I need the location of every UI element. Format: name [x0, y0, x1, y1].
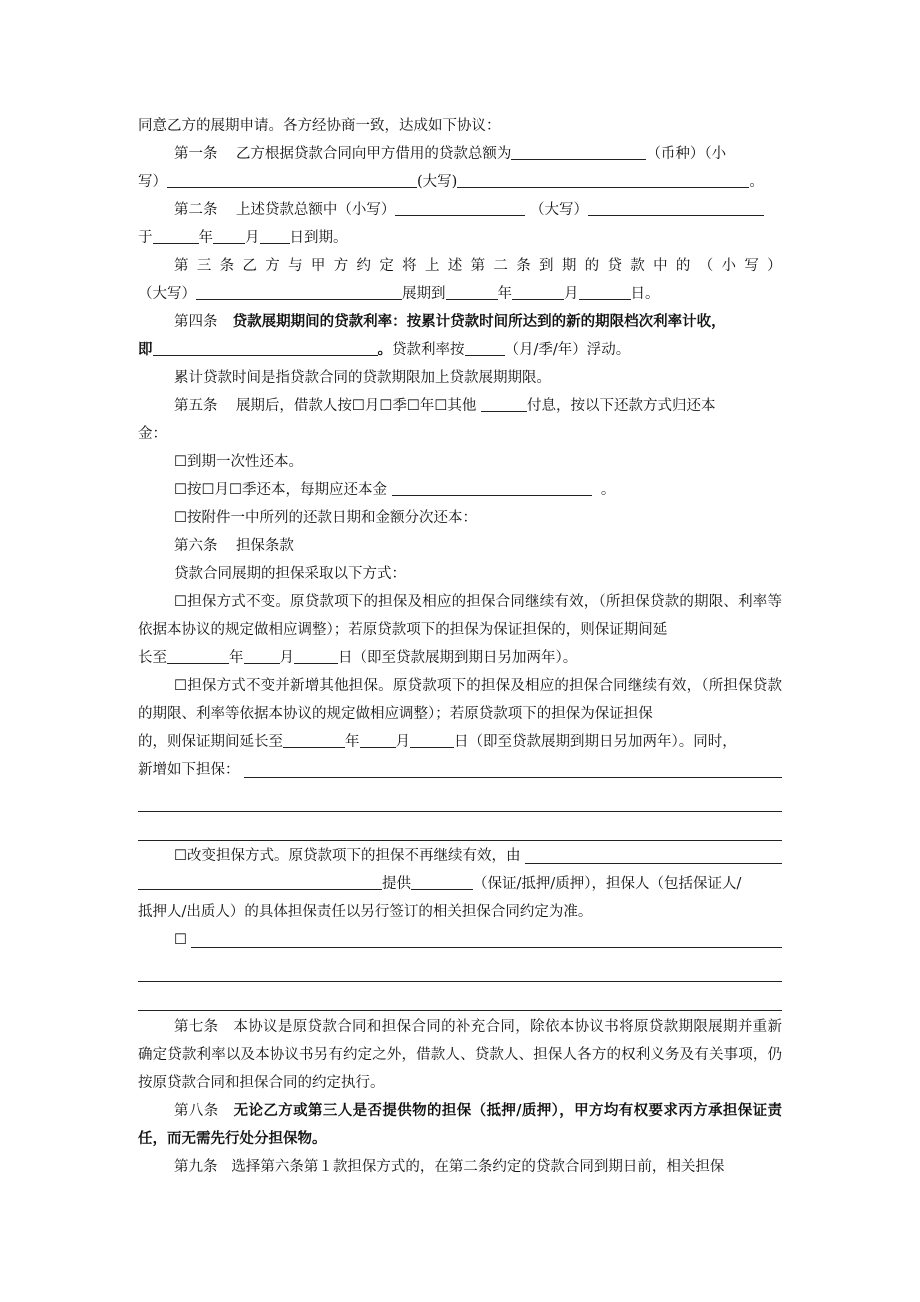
contract-page: [138, 112, 782, 1181]
article-7: 第七条 本协议是原贷款合同和担保合同的补充合同，除依本协议书将原贷款期限展期并重新确定贷款利率以及本协议书另有约定之外，借款人、贷款人、担保人各方的权利义务及有关事项，仍按原贷款合同和担保合同的约定执行。: [138, 1019, 783, 1091]
article-4-cont: 即 。贷款利率按 （月/季/年）浮动。: [138, 336, 782, 364]
new-guarantee-line-2[interactable]: [138, 784, 782, 812]
article-8-heading: 第八条: [174, 1103, 219, 1119]
rate-blank[interactable]: [153, 338, 378, 356]
article-6: 第六条 担保条款: [174, 538, 294, 554]
article-4-heading: 第四条: [174, 314, 218, 330]
guarantee-option-4[interactable]: ☐: [138, 926, 782, 954]
new-guarantee-row: 新增如下担保：: [138, 756, 782, 784]
new-guarantee-line-3[interactable]: [138, 813, 782, 841]
g2-month-blank[interactable]: [360, 730, 396, 748]
article-6-heading: 第六条: [174, 538, 218, 554]
due-amount-lower-blank[interactable]: [395, 198, 525, 216]
extension-year-blank[interactable]: [446, 282, 498, 300]
article-5-heading: 第五条: [174, 398, 218, 414]
article-3: 第 三 条 乙 方 与 甲 方 约 定 将 上 述 第 二 条 到 期 的 贷 款 中 的 （ 小 写 ）: [174, 258, 782, 274]
guarantee-option-2[interactable]: ☐担保方式不变并新增其他担保。原贷款项下的担保及相应的担保合同继续有效，（所担保贷款的期限、利率等依据本协议的规定做相应调整）；若原贷款项下的担保为保证担保: [138, 678, 782, 722]
float-period-blank[interactable]: [465, 338, 505, 356]
article-9-heading: 第九条: [174, 1159, 218, 1175]
amount-lower-blank[interactable]: [167, 170, 417, 188]
repay-option-2[interactable]: ☐按☐月☐季还本，每期应还本金 。: [138, 476, 782, 504]
article-5-cont: 金：: [138, 426, 167, 442]
article-2: 第二条 上述贷款总额中（小写） （大写）: [138, 196, 782, 224]
guarantee-intro: 贷款合同展期的担保采取以下方式：: [174, 566, 406, 582]
g4-blank[interactable]: [191, 930, 782, 948]
due-amount-upper-blank[interactable]: [588, 198, 764, 216]
g1-day-blank[interactable]: [294, 646, 338, 664]
article-2-cont: 于 年 月 日到期。: [138, 224, 782, 252]
article-9: 第九条 选择第六条第１款担保方式的，在第二条约定的贷款合同到期日前，相关担保: [174, 1159, 725, 1175]
g1-year-blank[interactable]: [167, 646, 229, 664]
g3-provider-blank-2[interactable]: [138, 872, 382, 890]
guarantee-option-2-cont: 的，则保证期间延长至 年 月 日（即至贷款展期到期日另加两年）。同时，: [138, 728, 782, 756]
article-7-heading: 第七条: [174, 1019, 219, 1035]
repay-option-1[interactable]: ☐到期一次性还本。: [174, 454, 303, 470]
principal-per-period-blank[interactable]: [392, 478, 592, 496]
guarantee-option-1[interactable]: ☐担保方式不变。原贷款项下的担保及相应的担保合同继续有效，（所担保贷款的期限、利率等依据本协议的规定做相应调整）；若原贷款项下的担保为保证担保的，则保证期间延: [138, 594, 782, 638]
g3-type-blank[interactable]: [411, 872, 473, 890]
due-day-blank[interactable]: [260, 226, 290, 244]
g4-line-2[interactable]: [138, 954, 782, 982]
extension-amount-blank[interactable]: [196, 282, 402, 300]
g4-line-3[interactable]: [138, 983, 782, 1011]
article-5: 第五条 展期后，借款人按☐月☐季☐年☐其他 付息，按以下还款方式归还本: [138, 392, 782, 420]
guarantee-option-1-cont: 长至 年 月 日（即至贷款展期到期日另加两年）。: [138, 644, 782, 672]
g2-year-blank[interactable]: [283, 730, 345, 748]
article-1-cont: 写） (大写) 。: [138, 168, 782, 196]
article-4: 第四条 贷款展期期间的贷款利率：按累计贷款时间所达到的新的期限档次利率计收，: [174, 313, 726, 330]
guarantee-option-3-end: 抵押人/出质人）的具体担保责任以另行签订的相关担保合同约定为准。: [138, 904, 593, 920]
amount-blank[interactable]: [511, 142, 646, 160]
extension-month-blank[interactable]: [512, 282, 564, 300]
guarantee-option-3[interactable]: ☐改变担保方式。原贷款项下的担保不再继续有效，由: [138, 842, 782, 870]
repay-option-3[interactable]: ☐按附件一中所列的还款日期和金额分次还本：: [174, 510, 477, 526]
article-8: 第八条 无论乙方或第三人是否提供物的担保（抵押/质押），甲方均有权要求丙方承担保证责任，而无需先行处分担保物。: [138, 1102, 782, 1147]
intro-line: 同意乙方的展期申请。各方经协商一致，达成如下协议：: [138, 118, 501, 134]
g3-provider-blank[interactable]: [525, 846, 783, 864]
article-3-cont: （大写） 展期到 年 月 日。: [138, 280, 782, 308]
article-2-heading: 第二条: [174, 202, 218, 218]
amount-upper-blank[interactable]: [457, 170, 749, 188]
g2-day-blank[interactable]: [410, 730, 454, 748]
cumulative-note: 累计贷款时间是指贷款合同的贷款期限加上贷款展期期限。: [174, 370, 551, 386]
guarantee-option-3-cont: 提供 （保证/抵押/质押），担保人（包括保证人/: [138, 870, 782, 898]
g1-month-blank[interactable]: [244, 646, 280, 664]
extension-day-blank[interactable]: [579, 282, 631, 300]
article-1: 第一条 乙方根据贷款合同向甲方借用的贷款总额为 （币种）（小: [138, 140, 782, 168]
due-year-blank[interactable]: [153, 226, 199, 244]
due-month-blank[interactable]: [213, 226, 245, 244]
article-1-heading: 第一条: [174, 146, 218, 162]
new-guarantee-blank[interactable]: [244, 760, 783, 778]
interest-other-blank[interactable]: [481, 394, 527, 412]
